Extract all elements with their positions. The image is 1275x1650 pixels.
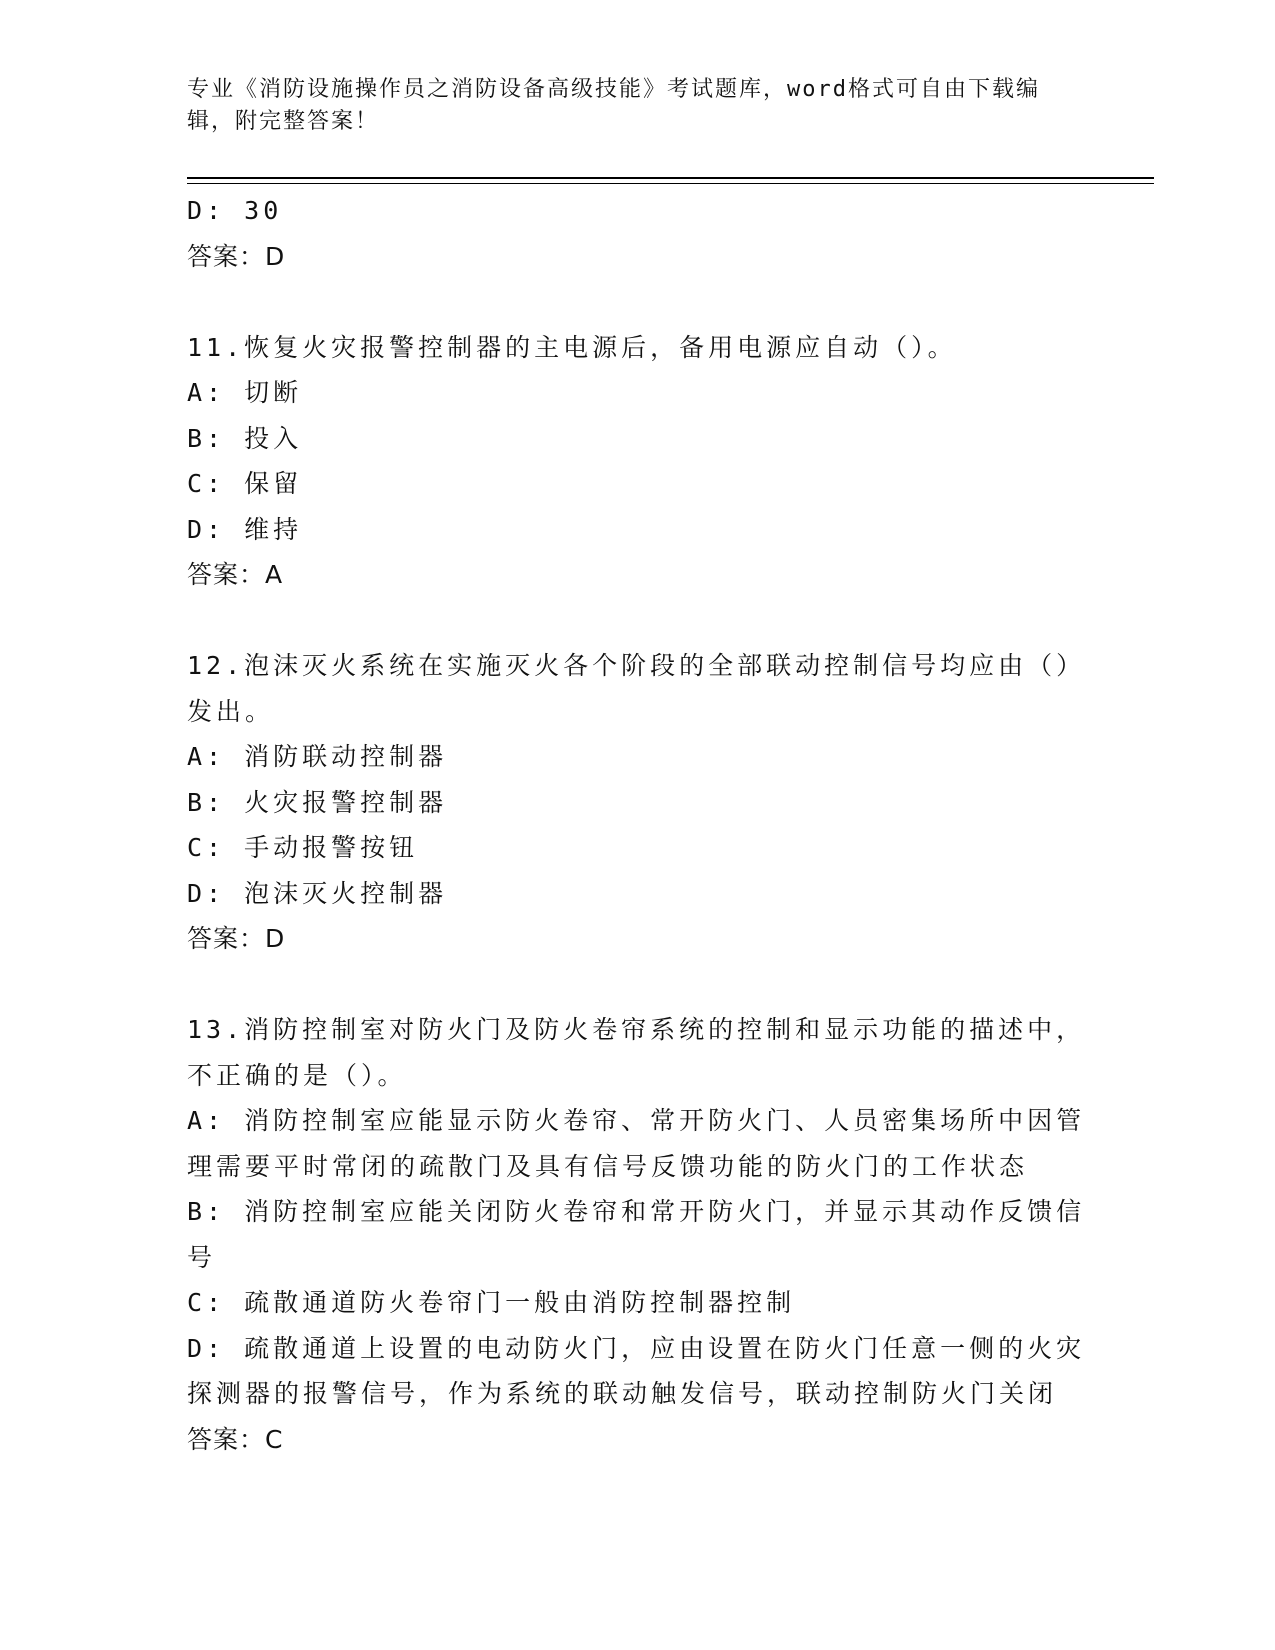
question-12	[187, 643, 1087, 962]
question-list	[187, 188, 1087, 1462]
option-b-line-2: 号	[187, 1242, 217, 1272]
header-line-1: 专业《消防设施操作员之消防设备高级技能》考试题库，word格式可自由下载编	[187, 77, 1040, 102]
option-c: C: 疏散通道防火卷帘门一般由消防控制器控制	[187, 1288, 796, 1317]
question-stem-line-1: 13.消防控制室对防火门及防火卷帘系统的控制和显示功能的描述中，	[187, 1015, 1086, 1044]
option-c: C: 手动报警按钮	[187, 833, 419, 862]
spacer	[187, 598, 1087, 644]
answer: 答案：C	[187, 1424, 284, 1454]
option-d: D: 维持	[187, 514, 303, 544]
header-divider-thick	[187, 177, 1154, 179]
option-a: A: 切断	[187, 378, 303, 407]
option-b: B: 火灾报警控制器	[187, 787, 448, 817]
question-stem-line-1: 12.泡沫灭火系统在实施灭火各个阶段的全部联动控制信号均应由（）	[187, 651, 1086, 680]
answer: 答案：D	[187, 241, 286, 271]
header-divider-thin	[187, 183, 1154, 184]
header-line-2: 辑，附完整答案！	[187, 109, 380, 134]
option-c: C: 保留	[187, 469, 303, 498]
option-d-line-1: D: 疏散通道上设置的电动防火门，应由设置在防火门任意一侧的火灾	[187, 1333, 1086, 1363]
option-a-line-1: A: 消防控制室应能显示防火卷帘、常开防火门、人员密集场所中因管	[187, 1106, 1086, 1135]
question-11	[187, 325, 1087, 598]
question-13	[187, 1007, 1087, 1462]
question-stem: 11.恢复火灾报警控制器的主电源后，备用电源应自动（）。	[187, 332, 957, 362]
option-b-line-1: B: 消防控制室应能关闭防火卷帘和常开防火门，并显示其动作反馈信	[187, 1197, 1086, 1226]
question-stem-line-2: 发出。	[187, 696, 275, 726]
spacer	[187, 962, 1087, 1008]
option-a-line-2: 理需要平时常闭的疏散门及具有信号反馈功能的防火门的工作状态	[187, 1151, 1029, 1181]
question-10-tail	[187, 188, 1087, 279]
answer: 答案：A	[187, 560, 284, 589]
question-stem-line-2: 不正确的是（）。	[187, 1060, 407, 1090]
page-header	[187, 74, 1067, 138]
option-d: D: 30	[187, 196, 283, 225]
spacer	[187, 279, 1087, 325]
option-d-line-2: 探测器的报警信号，作为系统的联动触发信号，联动控制防火门关闭	[187, 1379, 1058, 1408]
answer: 答案：D	[187, 924, 286, 953]
option-b: B: 投入	[187, 423, 303, 453]
option-d: D: 泡沫灭火控制器	[187, 878, 448, 908]
option-a: A: 消防联动控制器	[187, 742, 448, 771]
